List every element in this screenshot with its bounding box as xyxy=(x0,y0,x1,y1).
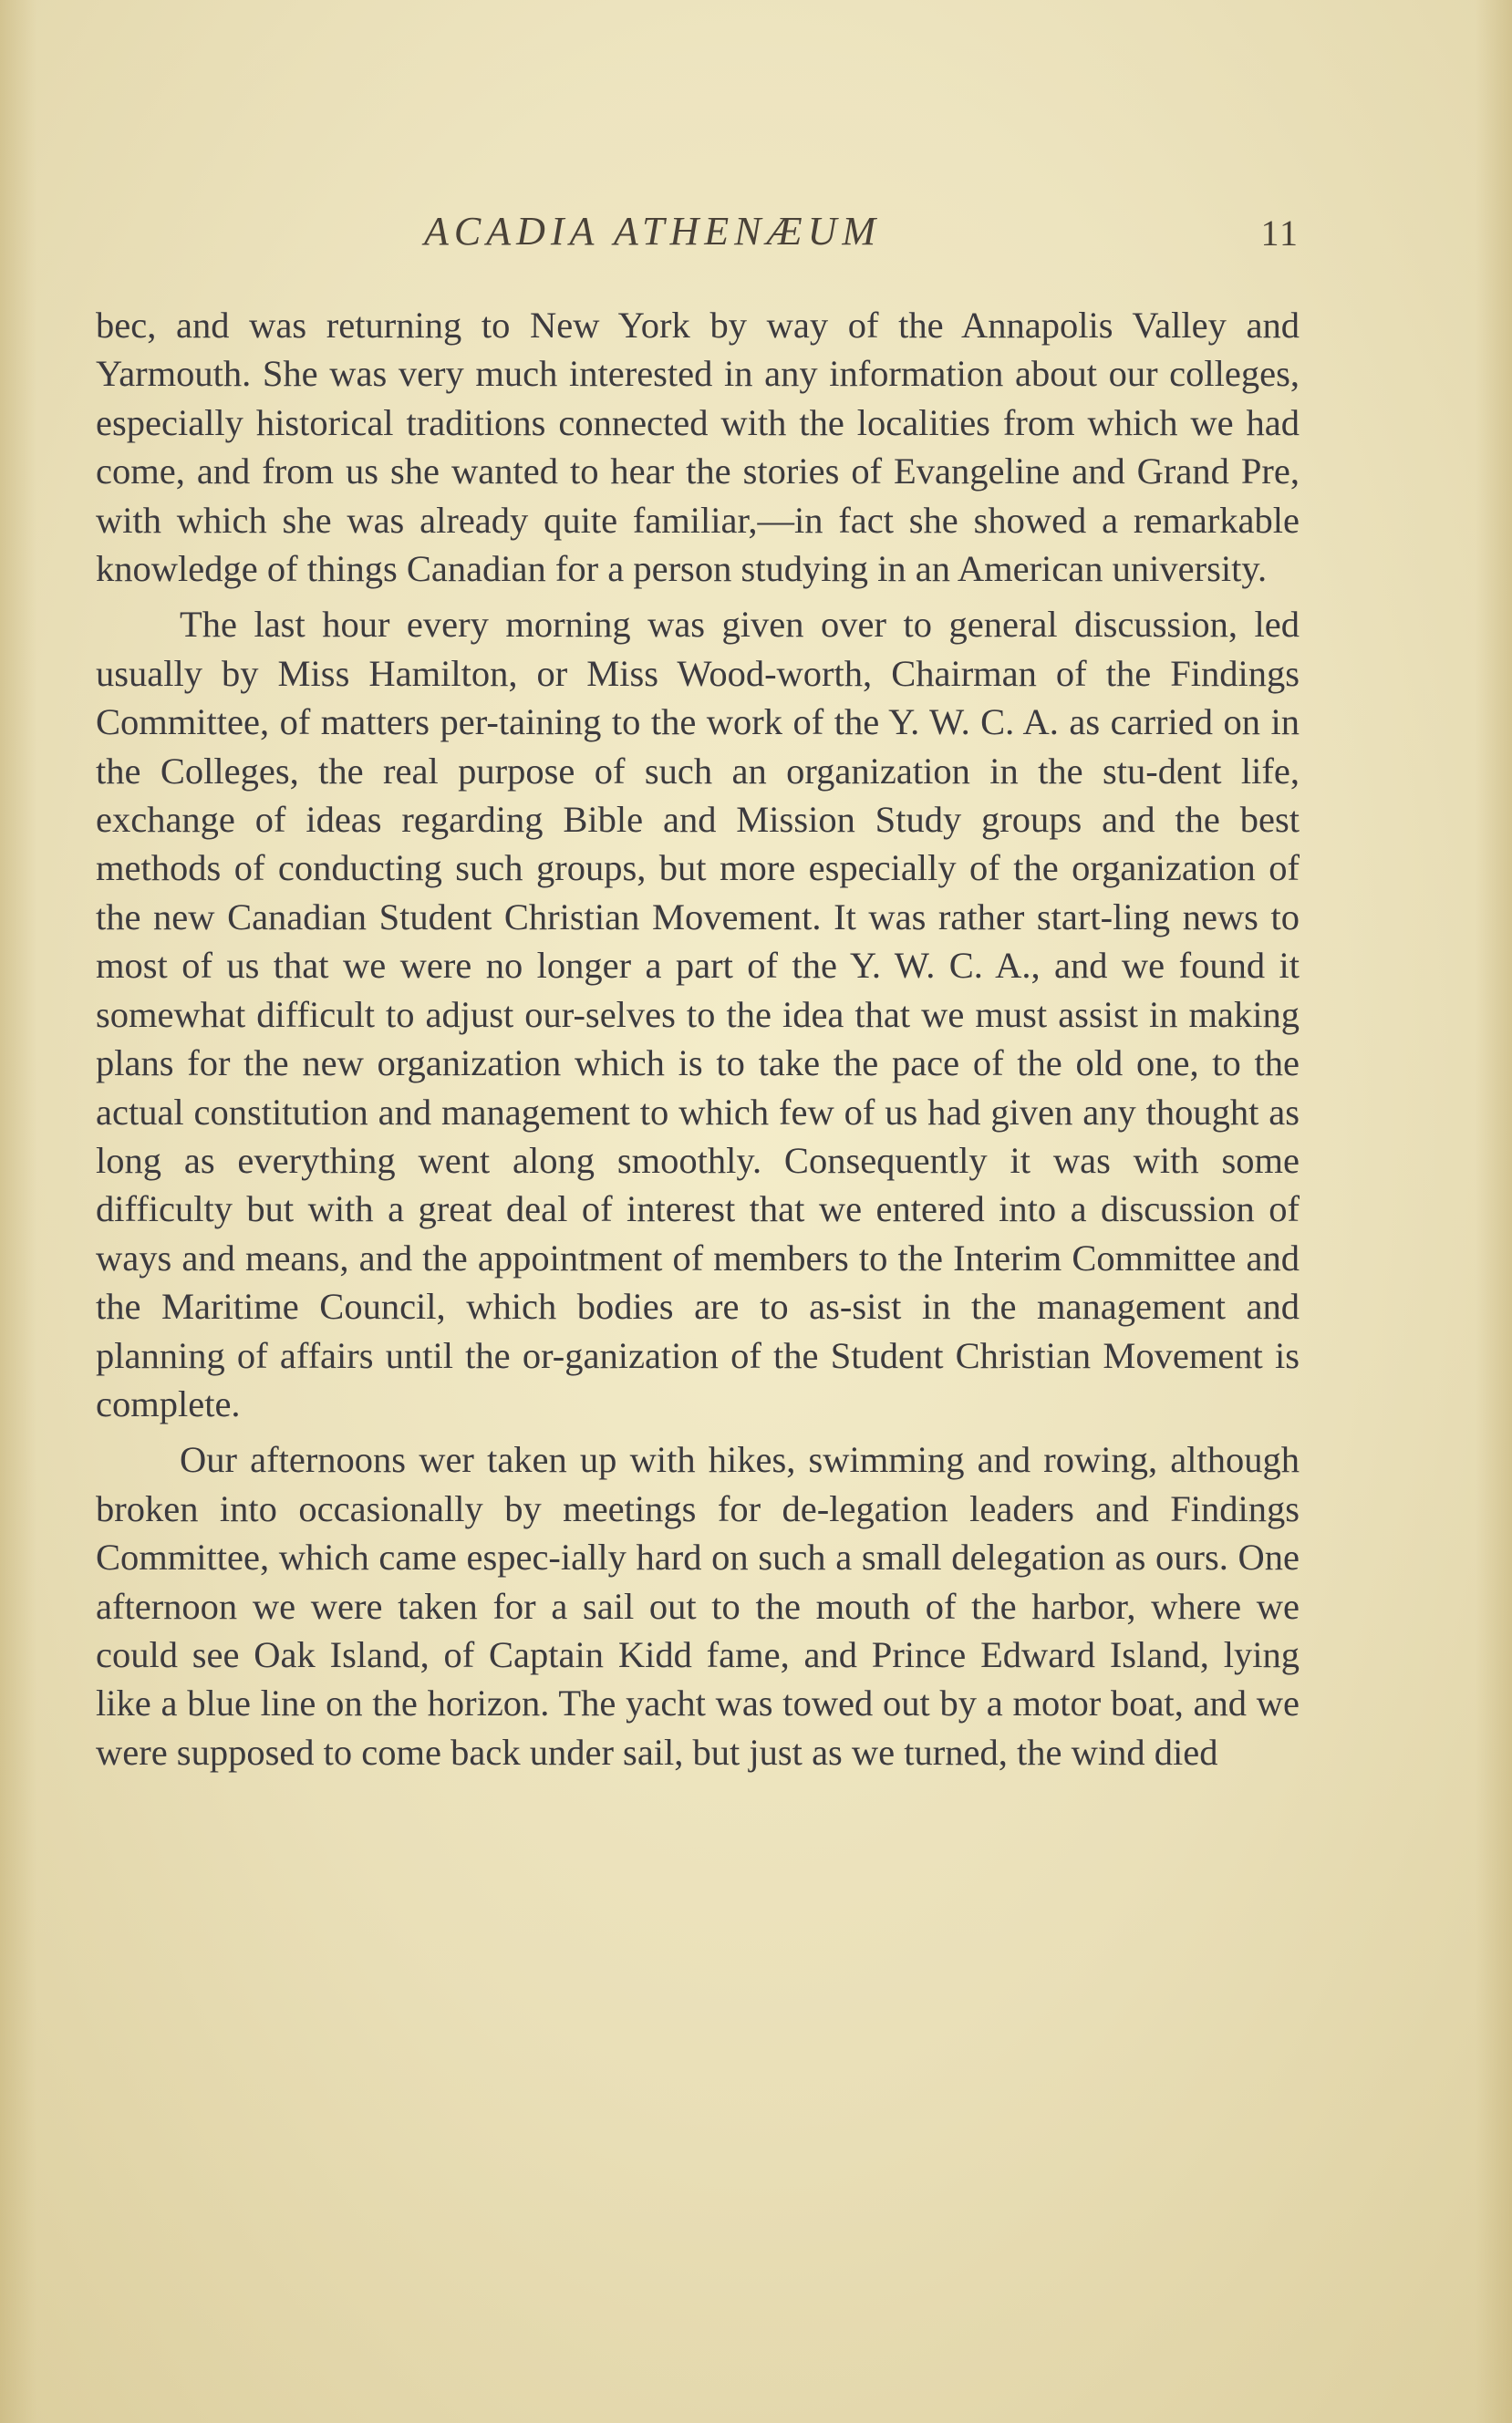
running-header xyxy=(96,208,1300,263)
body-text xyxy=(96,301,1300,1784)
page-number: 11 xyxy=(1260,212,1300,254)
page-edge-right xyxy=(1476,0,1512,2423)
page-edge-left xyxy=(0,0,36,2423)
running-title: ACADIA ATHENÆUM xyxy=(424,209,882,254)
paragraph-continued: bec, and was returning to New York by way of the Annapolis Valley and Yarmouth. She was very much interested in any information about our colleges, especially historical traditions connected with the localities from which we had come, and from us she wanted to hear the stories of Evangeline and Grand Pre, with which she was already quite familiar,—in fact she showed a remarkable knowledge of things Canadian for a person studying in an American university. xyxy=(96,305,1300,590)
paragraph-afternoons: Our afternoons wer taken up with hikes, swimming and rowing, although broken into occasionally by meetings for de-legation leaders and Findings Committee, which came espec-ially hard on such a small delegation as ours. One afternoon we were taken for a sail out to the mouth of the harbor, where we could see Oak Island, of Captain Kidd fame, and Prince Edward Island, lying like a blue line on the horizon. The yacht was towed out by a motor boat, and we were supposed to come back under sail, but just as we turned, the wind died xyxy=(96,1439,1300,1773)
paragraph-discussion: The last hour every morning was given over to general discussion, led usually by Miss Hamilton, or Miss Wood-worth, Chairman of the Findings Committee, of matters per-taining to the work of the Y. W. C. A. as carried on in the Colleges, the real purpose of such an organization in the stu-dent life, exchange of ideas regarding Bible and Mission Study groups and the best methods of conducting such groups, but more especially of the organization of the new Canadian Student Christian Movement. It was rather start-ling news to most of us that we were no longer a part of the Y. W. C. A., and we found it somewhat difficult to adjust our-selves to the idea that we must assist in making plans for the new organization which is to take the pace of the old one, to the actual constitution and management to which few of us had given any thought as long as everything went along smoothly. Consequently it was with some difficulty but with a great deal of interest that we entered into a discussion of ways and means, and the appointment of members to the Interim Committee and the Maritime Council, which bodies are to as-sist in the management and planning of affairs until the or-ganization of the Student Christian Movement is complete. xyxy=(96,604,1300,1424)
